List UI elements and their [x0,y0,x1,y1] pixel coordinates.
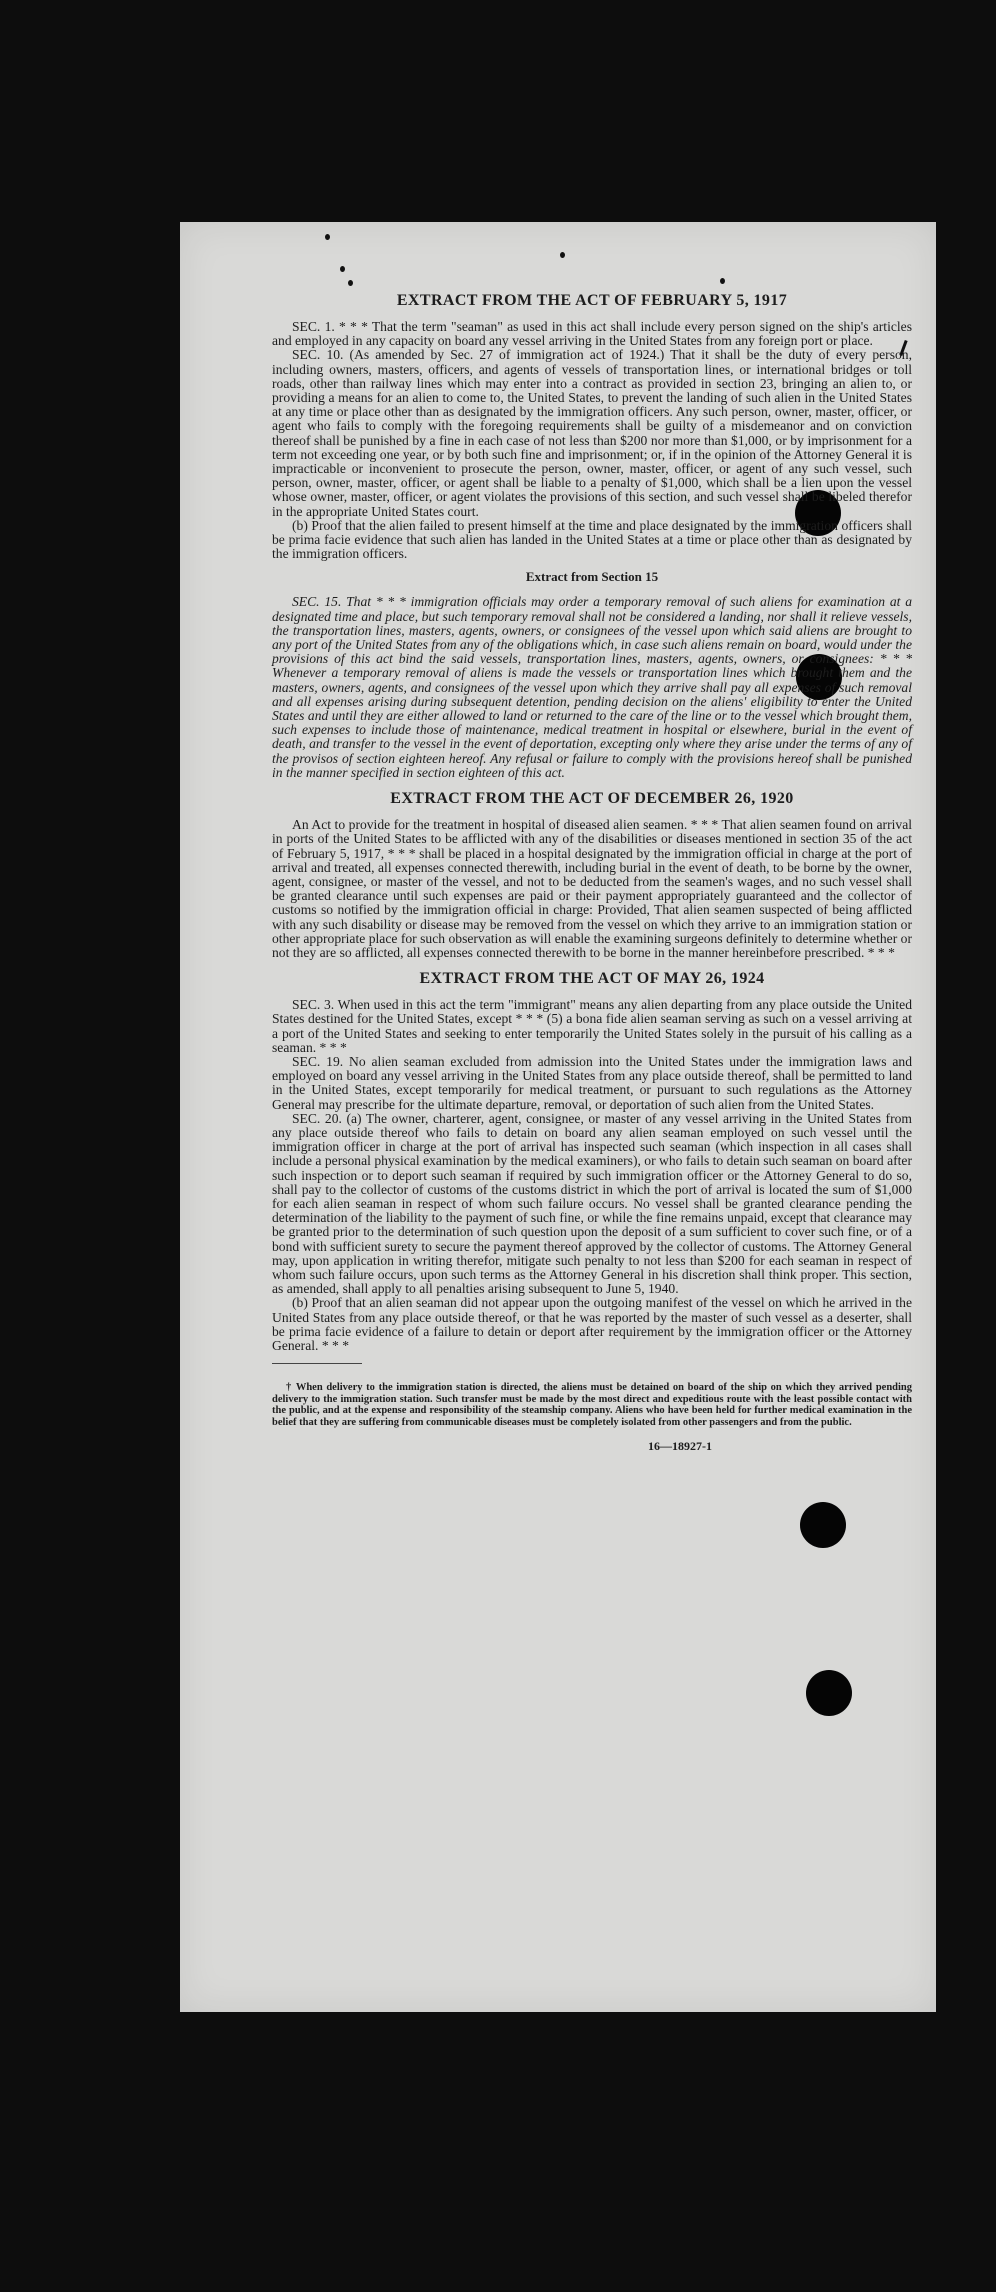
footnote-rule [272,1363,362,1364]
section-act-1924 [272,970,912,1353]
ink-speck [560,252,565,258]
section-title: EXTRACT FROM THE ACT OF FEBRUARY 5, 1917 [396,292,788,309]
paragraph: SEC. 15. That * * * immigration officials may order a temporary removal of such aliens for examination at a designated time and place, but such temporary removal shall not be considered a landing, nor shall it relieve vessels, the transportation lines, masters, agents, owners, or consignees of the vessel upon which said aliens are brought to any port of the United States from any of the obligations which, in case such aliens remain on board, would under the provisions of this act bind the said vessels, transportation lines, masters, agents, owners, or consignees: * * * Whenever a temporary removal of aliens is made the vessels or transportation lines which brought them and the masters, owners, agents, and consignees of the vessel upon which they arrive shall pay all expenses of such removal and all expenses arising during subsequent detention, pending decision on the aliens' eligibility to enter the United States and until they are either allowed to land or returned to the care of the line or to the vessel which brought them, such expenses to include those of maintenance, medical treatment in hospital or elsewhere, burial in the event of death, and transfer to the vessel in the event of deportation, excepting only where they arise under the terms of any of the provisos of section eighteen hereof. Any refusal or failure to comply with the provisions hereof shall be punished in the manner specified in section eighteen of this act. [272,594,912,780]
ink-speck [325,234,330,240]
document-body [272,292,912,1454]
section-subtitle: Extract from Section 15 [525,569,659,585]
paragraph: (b) Proof that an alien seaman did not appear upon the outgoing manifest of the vessel on which he arrived in the United States from any place outside thereof, or that he was reported by the master of such vessel as a deserter, shall be prima facie evidence of a failure to detain or deport after requirement by the immigration officer or the Attorney General. * * * [272,1295,912,1353]
section-title: EXTRACT FROM THE ACT OF DECEMBER 26, 1920 [390,790,794,808]
paragraph: SEC. 1. * * * That the term "seaman" as used in this act shall include every person signed on the ship's articles and employed in any capacity on board any vessel arriving in the United States from any foreign port or place. [272,319,912,349]
section-15-extract [272,569,912,780]
paragraph: SEC. 20. (a) The owner, charterer, agent, consignee, or master of any vessel arriving in the United States from any place outside thereof who fails to detain on board any alien seaman employed on such vessel until the immigration officer in charge at the port of arrival has inspected such seaman (which inspection in all cases shall include a personal physical examination by the medical examiners), or who fails to detain such seaman on board after such inspection or to deport such seaman if required by such immigration officer or the Attorney General to do so, shall pay to the collector of customs of the customs district in which the port of arrival is located the sum of $1,000 for each alien seaman in respect of whom such failure occurs. No vessel shall be granted clearance pending the determination of the liability to the payment of such fine, or while the fine remains unpaid, except that clearance may be granted prior to the determination of such question upon the deposit of a sum sufficient to cover such fine, or of a bond with sufficient surety to secure the payment thereof approved by the collector of customs. The Attorney General may, upon application in writing therefor, mitigate such penalty to not less than $200 for each seaman in respect of whom such failure occurs, upon such terms as the Attorney General in his discretion shall think proper. This section, as amended, shall apply to all penalties arising subsequent to June 5, 1940. [272,1110,912,1297]
paragraph: (b) Proof that the alien failed to present himself at the time and place designated by the immigration officers shall be prima facie evidence that such alien has landed in the United States at a time or place other than as designated by the immigration officers. [272,517,912,562]
punch-hole [806,1670,852,1716]
ink-speck [340,266,345,272]
ink-speck [720,278,725,284]
paragraph: SEC. 19. No alien seaman excluded from admission into the United States under the immigration laws and employed on board any vessel arriving in the United States from any place outside thereof, shall be permitted to land in the United States, except temporarily for medical treatment, or pursuant to such regulations as the Attorney General may prescribe for the ultimate departure, removal, or deportation of such alien from the United States. [272,1053,912,1112]
footnote: † When delivery to the immigration station is directed, the aliens must be detained on board of the ship on which they arrived pending delivery to the immigration station. Such transfer must be made by the most direct and expeditious route with the least possible contact with the public, and at the expense and responsibility of the steamship company. Aliens who have been held for further medical examination in the belief that they are suffering from communicable diseases must be completely isolated from other passengers and from the public. [272,1382,912,1428]
punch-hole [800,1502,846,1548]
section-title: EXTRACT FROM THE ACT OF MAY 26, 1924 [419,970,765,988]
paragraph: SEC. 10. (As amended by Sec. 27 of immigration act of 1924.) That it shall be the duty of every person, including owners, masters, officers, and agents of vessels of transportation lines, or international bridges or toll roads, other than railway lines which may enter into a contract as provided in section 23, bringing an alien to, or providing a means for an alien to come to, the United States, to prevent the landing of such alien in the United States at any time or place other than as designated by the immigration officers. Any such person, owner, master, officer, or agent who fails to comply with the foregoing requirements shall be guilty of a misdemeanor and on conviction thereof shall be punished by a fine in each case of not less than $200 nor more than $1,000, or by imprisonment for a term not exceeding one year, or by both such fine and imprisonment; or, if in the opinion of the Attorney General it is impracticable or inconvenient to prosecute the person, owner, master, officer, or agent of any such vessel, such person, owner, master, officer, or agent shall be liable to a penalty of $1,000, which shall be a lien upon the vessel whose owner, master, officer, or agent violates the provisions of this section, and such vessel shall be libeled therefor in the appropriate United States court. [272,347,912,519]
ink-speck [348,280,353,286]
form-number: 16—18927-1 [648,1438,712,1453]
section-act-1920 [272,790,912,960]
document-page [180,222,936,2012]
paragraph: An Act to provide for the treatment in hospital of diseased alien seamen. * * * That alien seamen found on arrival in ports of the United States to be afflicted with any of the disabilities or diseases mentioned in section 35 of the act of February 5, 1917, * * * shall be placed in a hospital designated by the immigration official in charge at the port of arrival and treated, all expenses connected therewith, including burial in the event of death, to be borne by the owner, agent, consignee, or master of the vessel, and not to be deducted from the seamen's wages, and no such vessel shall be granted clearance until such expenses are paid or their payment appropriately guaranteed and the collector of customs so notified by the immigration official in charge: Provided, That alien seamen suspected of being afflicted with any such disability or disease may be removed from the vessel on which they arrive to an immigration station or other appropriate place for such observation as will enable the examining surgeons definitely to determine whether or not they are so afflicted, all expenses connected therewith to be borne in the manner hereinbefore prescribed. * * * [272,817,912,960]
section-act-1917 [272,292,912,561]
paragraph: SEC. 3. When used in this act the term "immigrant" means any alien departing from any place outside the United States destined for the United States, except * * * (5) a bona fide alien seaman serving as such on a vessel arriving at a port of the United States and seeking to enter temporarily the United States solely in the pursuit of his calling as a seaman. * * * [272,997,912,1055]
